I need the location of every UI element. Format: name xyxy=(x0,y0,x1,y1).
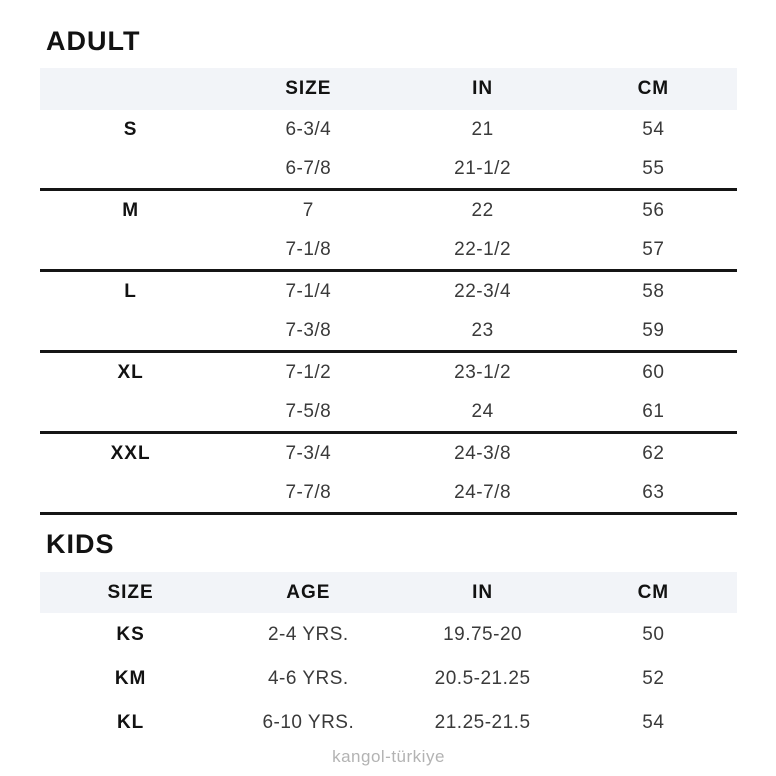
cm-cell: 60 xyxy=(642,361,665,383)
in-cell: 21-1/2 xyxy=(395,149,569,190)
size-cell: 6-3/4 xyxy=(285,118,332,140)
table-row xyxy=(40,230,737,271)
size-cell: 7-3/4 xyxy=(285,442,332,464)
table-row xyxy=(40,473,737,514)
kids-size-table xyxy=(40,572,737,745)
table-row xyxy=(40,149,737,190)
table-row xyxy=(40,271,737,312)
table-row xyxy=(40,392,737,433)
kids-header-row xyxy=(40,572,737,613)
in-cell: 19.75-20 xyxy=(443,624,523,645)
size-group-label: S xyxy=(123,118,138,140)
in-cell: 21.25-21.5 xyxy=(434,712,531,733)
cm-cell: 56 xyxy=(642,199,665,221)
size-cell: 7-3/8 xyxy=(221,311,395,352)
in-cell: 22-3/4 xyxy=(454,280,512,302)
size-group-label: XXL xyxy=(110,442,151,464)
footer-credit: kangol-türkiye xyxy=(332,747,445,766)
size-group-label: M xyxy=(122,199,140,221)
cm-cell: 54 xyxy=(642,712,665,733)
size-group-label xyxy=(40,473,221,514)
size-group-label: KM xyxy=(114,668,147,689)
adult-col-size: SIZE xyxy=(221,68,395,110)
cm-cell: 62 xyxy=(642,442,665,464)
size-cell: 7-1/8 xyxy=(221,230,395,271)
table-row xyxy=(40,352,737,393)
size-group-label: KS xyxy=(116,624,145,645)
adult-col-cm: CM xyxy=(570,68,737,110)
adult-section-heading: ADULT xyxy=(46,26,141,56)
size-group-label xyxy=(40,392,221,433)
in-cell: 24 xyxy=(395,392,569,433)
size-cell: 6-7/8 xyxy=(221,149,395,190)
in-cell: 22 xyxy=(471,199,494,221)
size-group-label: KL xyxy=(116,712,145,733)
table-row xyxy=(40,110,737,149)
size-group-label: L xyxy=(124,280,137,302)
in-cell: 23-1/2 xyxy=(454,361,512,383)
kids-section-heading: KIDS xyxy=(46,529,115,559)
kids-col-size: SIZE xyxy=(40,572,221,613)
table-row xyxy=(40,433,737,474)
table-row xyxy=(40,613,737,657)
cm-cell: 63 xyxy=(570,473,737,514)
cm-cell: 54 xyxy=(642,118,665,140)
size-cell: 7-1/2 xyxy=(285,361,332,383)
in-cell: 24-3/8 xyxy=(454,442,512,464)
size-group-label xyxy=(40,311,221,352)
kids-table-header xyxy=(40,572,737,613)
cm-cell: 57 xyxy=(570,230,737,271)
in-cell: 20.5-21.25 xyxy=(434,668,531,689)
adult-size-table xyxy=(40,68,737,515)
size-cell: 7 xyxy=(302,199,314,221)
cm-cell: 55 xyxy=(570,149,737,190)
size-cell: 7-7/8 xyxy=(221,473,395,514)
in-cell: 24-7/8 xyxy=(395,473,569,514)
adult-col-label xyxy=(40,68,221,110)
in-cell: 22-1/2 xyxy=(395,230,569,271)
table-row xyxy=(40,657,737,701)
size-group-label xyxy=(40,230,221,271)
age-cell: 6-10 YRS. xyxy=(262,712,355,733)
cm-cell: 52 xyxy=(642,668,665,689)
cm-cell: 59 xyxy=(570,311,737,352)
cm-cell: 58 xyxy=(642,280,665,302)
in-cell: 21 xyxy=(471,118,494,140)
age-cell: 4-6 YRS. xyxy=(267,668,349,689)
cm-cell: 50 xyxy=(642,624,665,645)
table-row xyxy=(40,311,737,352)
table-row xyxy=(40,701,737,745)
in-cell: 23 xyxy=(395,311,569,352)
adult-table-header xyxy=(40,68,737,110)
size-cell: 7-1/4 xyxy=(285,280,332,302)
size-group-label xyxy=(40,149,221,190)
kids-col-age: AGE xyxy=(221,572,395,613)
cm-cell: 61 xyxy=(570,392,737,433)
adult-header-row xyxy=(40,68,737,110)
adult-col-in: IN xyxy=(395,68,569,110)
kids-col-in: IN xyxy=(395,572,569,613)
table-row xyxy=(40,190,737,231)
age-cell: 2-4 YRS. xyxy=(267,624,349,645)
kids-col-cm: CM xyxy=(570,572,737,613)
size-cell: 7-5/8 xyxy=(221,392,395,433)
size-group-label: XL xyxy=(117,361,144,383)
